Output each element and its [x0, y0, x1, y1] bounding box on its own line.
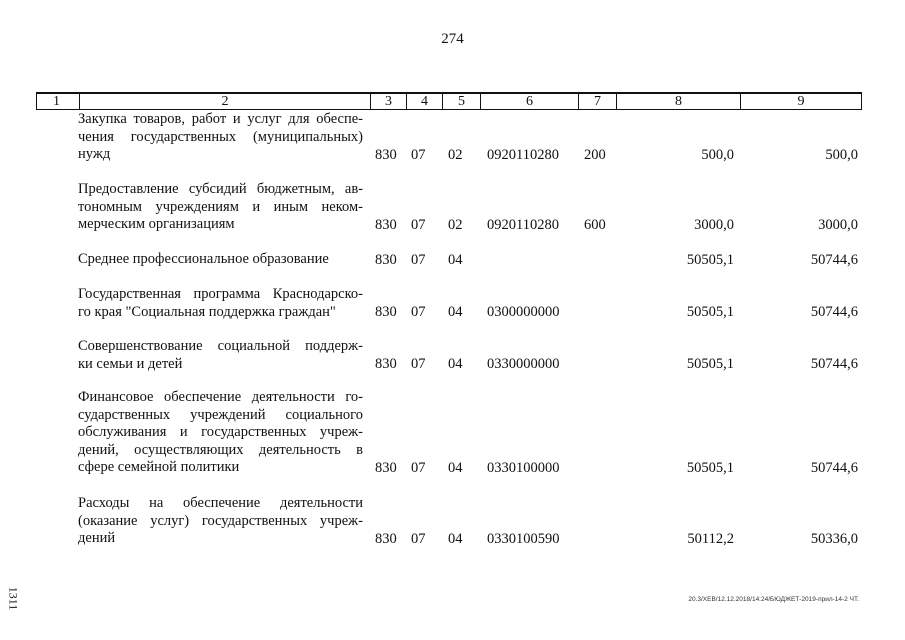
table-row	[36, 181, 862, 234]
cell-col-4: 07	[411, 355, 426, 372]
description-line: ки семьи и детей	[78, 355, 183, 372]
cell-col-8: 50505,1	[686, 251, 734, 268]
cell-col-6: 0300000000	[487, 303, 560, 320]
table-row	[36, 286, 862, 321]
table-row	[36, 111, 862, 164]
cell-col-9: 50744,6	[810, 355, 858, 372]
cell-col-9: 50744,6	[810, 459, 858, 476]
cell-col-8: 50505,1	[686, 355, 734, 372]
description-line: Государственная программа Краснодарско-	[78, 286, 363, 302]
table-row	[36, 495, 862, 548]
header-col-2: 2	[79, 94, 370, 110]
description-line: мерческим организациям	[78, 216, 235, 232]
row-description	[78, 181, 363, 234]
cell-col-4: 07	[411, 303, 426, 320]
table-row	[36, 389, 862, 477]
header-col-7: 7	[578, 94, 616, 110]
description-line: Совершенствование социальной поддерж-	[78, 338, 363, 354]
row-description	[78, 495, 363, 548]
cell-col-6: 0920110280	[487, 146, 559, 163]
row-description	[78, 111, 363, 164]
cell-col-5: 04	[448, 251, 463, 268]
description-line: Финансовое обеспечение деятельности го-	[78, 389, 363, 405]
header-col-1: 1	[53, 94, 60, 109]
cell-col-8: 500,0	[701, 146, 734, 163]
description-line: обслуживания и государственных учреж-	[78, 424, 363, 440]
table-header	[36, 92, 862, 110]
description-line: Предоставление субсидий бюджетным, ав-	[78, 181, 363, 197]
row-description	[78, 251, 363, 269]
cell-col-8: 50505,1	[686, 303, 734, 320]
cell-col-9: 50744,6	[810, 303, 858, 320]
footer-document-code: 20.3/ХЕВ/12.12.2018/14:24/БЮДЖЕТ-2019-прил-14-2 ЧТ.	[688, 596, 859, 603]
page-number: 274	[441, 31, 464, 47]
cell-col-6: 0330100000	[487, 459, 560, 476]
cell-col-3: 830	[375, 355, 397, 372]
cell-col-7: 200	[584, 146, 606, 163]
cell-col-6: 0920110280	[487, 216, 559, 233]
description-line: Среднее профессиональное образование	[78, 251, 329, 267]
description-line: (оказание услуг) государственных учреж-	[78, 512, 363, 529]
cell-col-4: 07	[411, 530, 426, 547]
header-col-6: 6	[480, 94, 578, 110]
header-col-8: 8	[616, 94, 740, 110]
cell-col-5: 04	[448, 355, 463, 372]
description-line: сфере семейной политики	[78, 459, 240, 475]
cell-col-4: 07	[411, 251, 426, 268]
cell-col-3: 830	[375, 459, 397, 476]
description-line: дений, осуществляющих деятельность в	[78, 441, 363, 458]
description-line: го края "Социальная поддержка граждан"	[78, 303, 336, 320]
cell-col-5: 02	[448, 216, 463, 233]
description-line: нужд	[78, 146, 111, 162]
cell-col-3: 830	[375, 530, 397, 547]
cell-col-8: 50505,1	[686, 459, 734, 476]
cell-col-5: 04	[448, 530, 463, 547]
header-col-5: 5	[442, 94, 480, 110]
cell-col-7: 600	[584, 216, 606, 233]
row-description	[78, 389, 363, 477]
header-col-3: 3	[370, 94, 406, 110]
cell-col-5: 02	[448, 146, 463, 163]
cell-col-8: 50112,2	[687, 530, 734, 547]
cell-col-6: 0330000000	[487, 355, 560, 372]
description-line: тономным учреждениям и иным неком-	[78, 198, 363, 215]
table-row	[36, 251, 862, 269]
header-col-4: 4	[406, 94, 442, 110]
description-line: Закупка товаров, работ и услуг для обеспе-	[78, 111, 363, 127]
cell-col-8: 3000,0	[694, 216, 734, 233]
description-line: сударственных учреждений социального	[78, 406, 363, 423]
cell-col-5: 04	[448, 303, 463, 320]
header-col-9: 9	[740, 94, 861, 110]
cell-col-5: 04	[448, 459, 463, 476]
row-description	[78, 338, 363, 373]
cell-col-3: 830	[375, 146, 397, 163]
description-line: Расходы на обеспечение деятельности	[78, 495, 363, 511]
cell-col-9: 50744,6	[810, 251, 858, 268]
table-row	[36, 338, 862, 373]
cell-col-4: 07	[411, 459, 426, 476]
cell-col-9: 500,0	[825, 146, 858, 163]
cell-col-9: 50336,0	[810, 530, 858, 547]
side-page-number: 1311	[6, 586, 21, 611]
cell-col-3: 830	[375, 303, 397, 320]
cell-col-6: 0330100590	[487, 530, 560, 547]
cell-col-3: 830	[375, 251, 397, 268]
cell-col-4: 07	[411, 216, 426, 233]
description-line: дений	[78, 530, 116, 546]
cell-col-9: 3000,0	[818, 216, 858, 233]
row-description	[78, 286, 363, 321]
cell-col-3: 830	[375, 216, 397, 233]
cell-col-4: 07	[411, 146, 426, 163]
description-line: чения государственных (муниципальных)	[78, 128, 363, 145]
